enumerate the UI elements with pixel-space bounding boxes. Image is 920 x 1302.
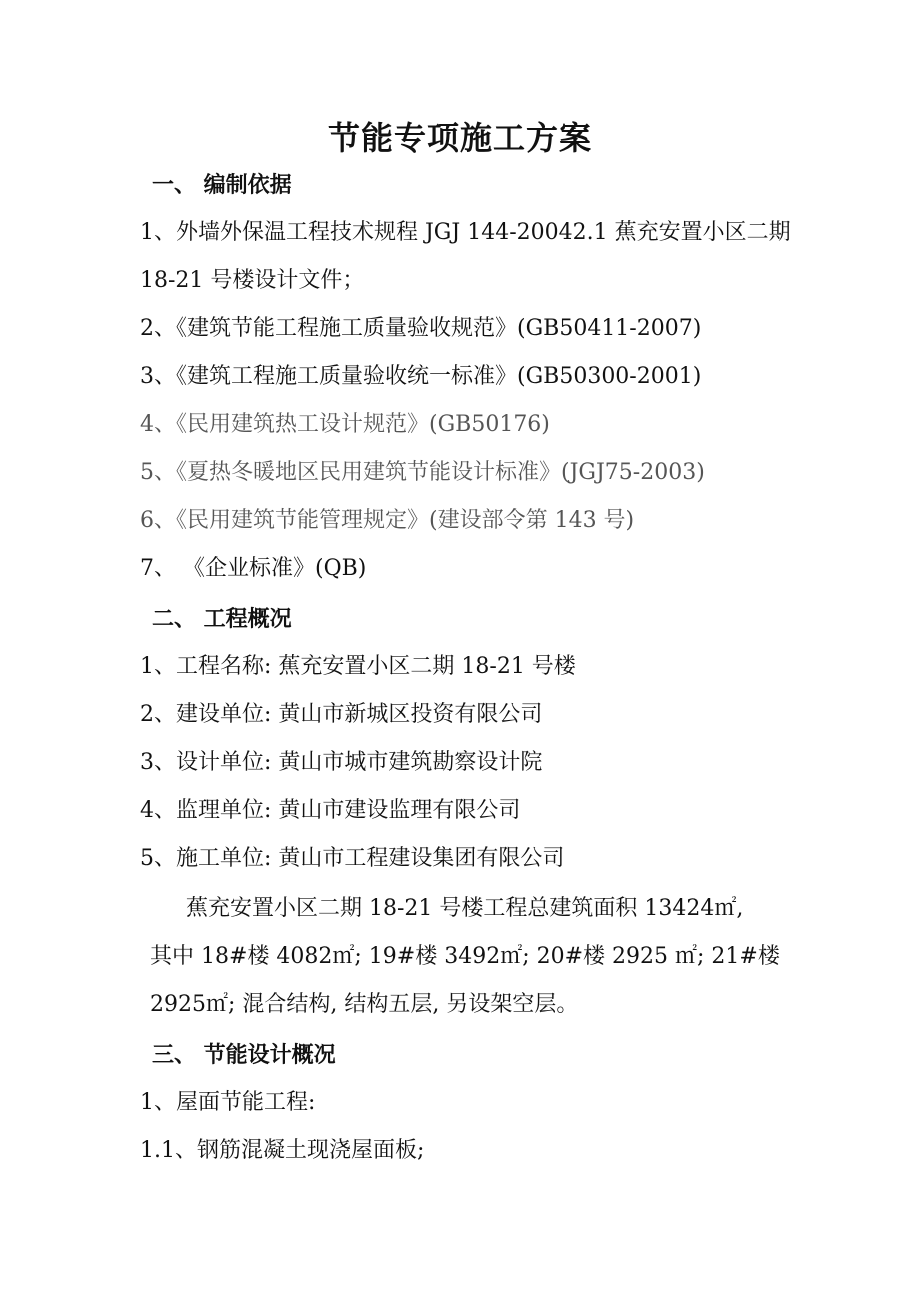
section-heading-overview: 二、 工程概况: [152, 606, 292, 632]
overview-item-supervisor: 4、监理单位: 黄山市建设监理有限公司: [140, 798, 521, 823]
basis-item-1: 1、外墙外保温工程技术规程 JGJ 144-20042.1 蕉充安置小区二期: [140, 220, 791, 245]
overview-paragraph-line-3: 2925㎡; 混合结构, 结构五层, 另设架空层。: [150, 992, 579, 1017]
overview-item-owner: 2、建设单位: 黄山市新城区投资有限公司: [140, 702, 543, 727]
design-item-roof-slab: 1.1、钢筋混凝土现浇屋面板;: [140, 1138, 425, 1163]
basis-item-4: 4、《民用建筑热工设计规范》(GB50176): [140, 412, 550, 437]
design-item-roof: 1、屋面节能工程:: [140, 1090, 316, 1115]
document-title: 节能专项施工方案: [327, 119, 592, 157]
basis-item-6: 6、《民用建筑节能管理规定》(建设部令第 143 号): [140, 508, 635, 533]
basis-item-7: 7、 《企业标准》(QB): [140, 556, 367, 581]
basis-item-2: 2、《建筑节能工程施工质量验收规范》(GB50411-2007): [140, 316, 702, 341]
overview-item-designer: 3、设计单位: 黄山市城市建筑勘察设计院: [140, 750, 543, 775]
overview-item-contractor: 5、施工单位: 黄山市工程建设集团有限公司: [140, 846, 565, 871]
section-heading-design: 三、 节能设计概况: [152, 1042, 336, 1068]
overview-item-name: 1、工程名称: 蕉充安置小区二期 18-21 号楼: [140, 654, 576, 679]
overview-paragraph-line-1: 蕉充安置小区二期 18-21 号楼工程总建筑面积 13424㎡,: [186, 896, 744, 921]
overview-paragraph-line-2: 其中 18#楼 4082㎡; 19#楼 3492㎡; 20#楼 2925 ㎡; 21#楼: [150, 944, 780, 969]
basis-item-3: 3、《建筑工程施工质量验收统一标准》(GB50300-2001): [140, 364, 702, 389]
basis-item-5: 5、《夏热冬暖地区民用建筑节能设计标准》(JGJ75-2003): [140, 460, 705, 485]
section-heading-basis: 一、 编制依据: [152, 172, 292, 198]
basis-item-1-continued: 18-21 号楼设计文件；: [140, 268, 365, 293]
